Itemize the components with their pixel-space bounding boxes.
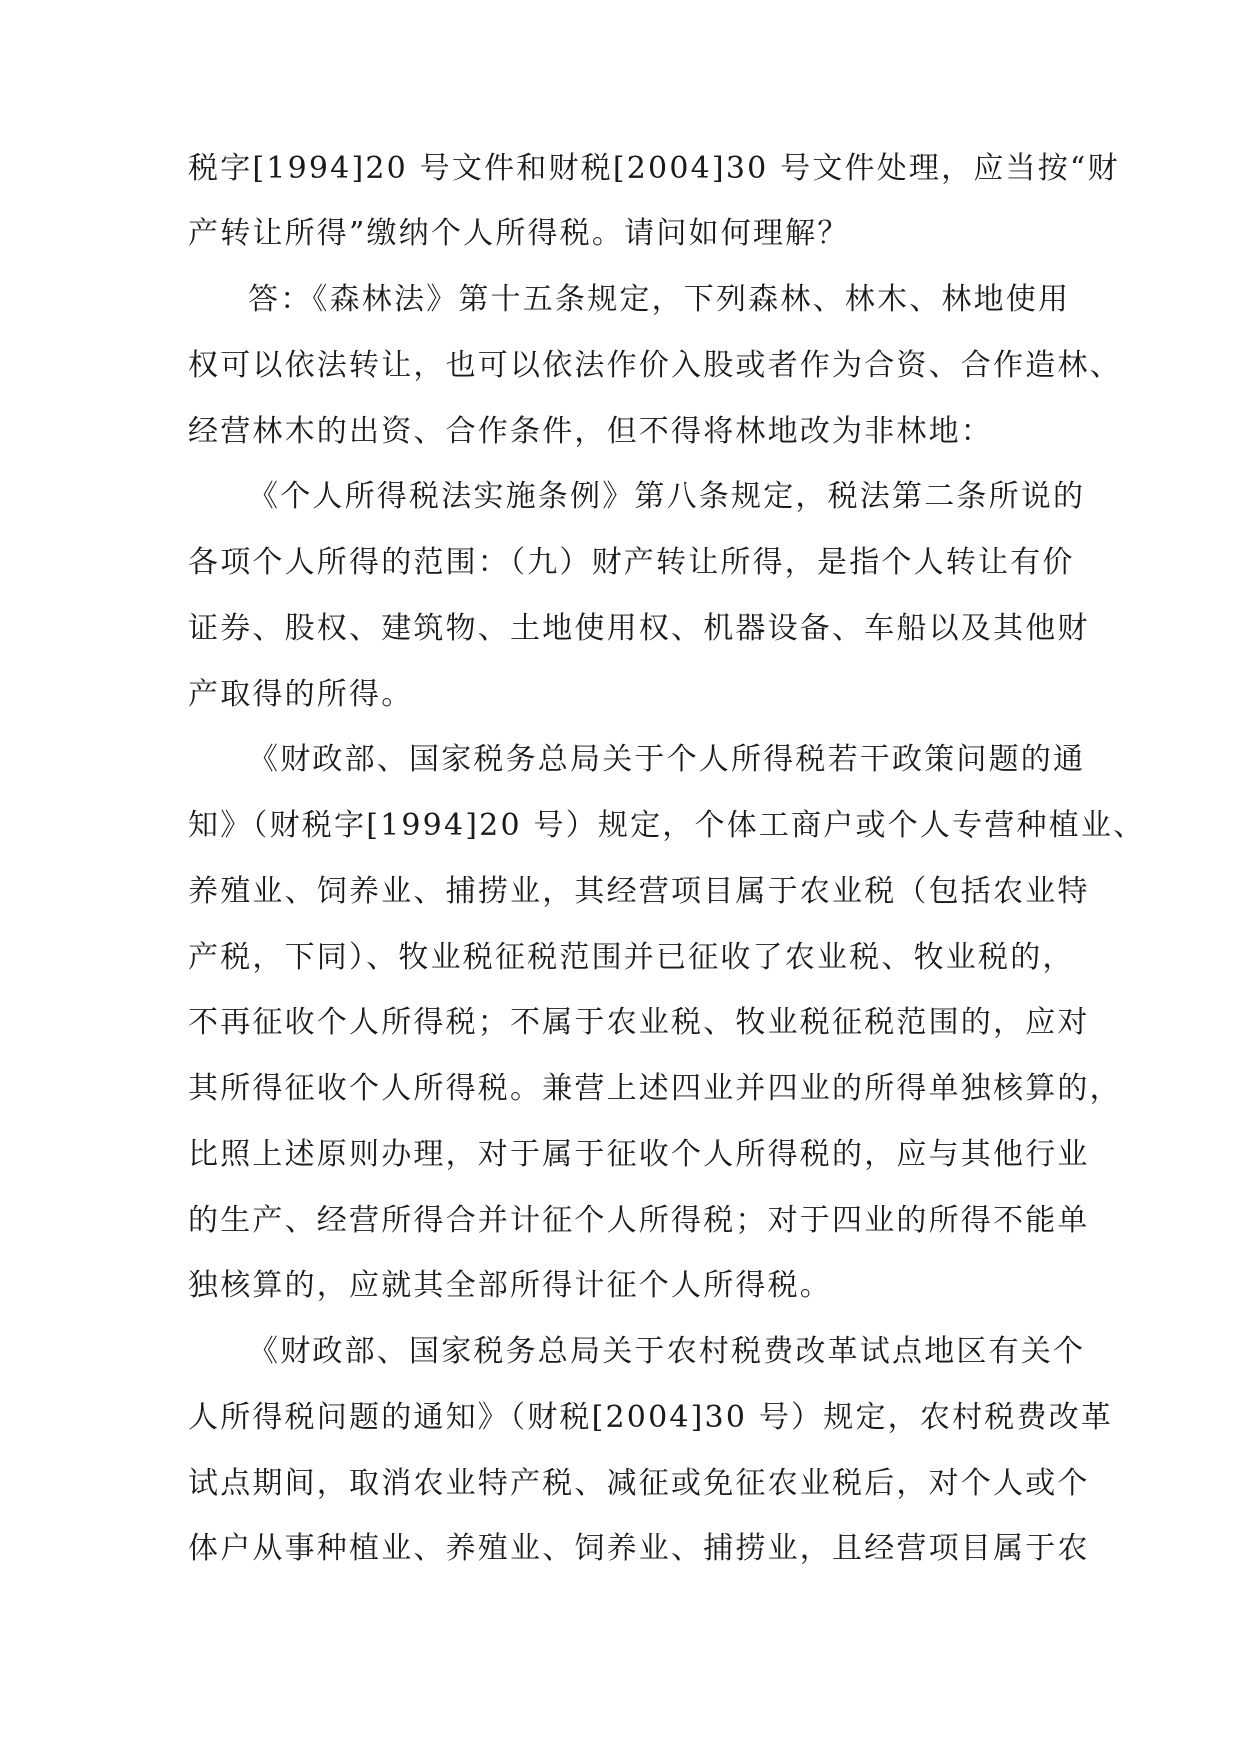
text-line: 养殖业、饲养业、捕捞业，其经营项目属于农业税（包括农业特 [188, 874, 1090, 909]
text-line: 《财政部、国家税务总局关于个人所得税若干政策问题的通 [248, 742, 1086, 777]
text-line: 试点期间，取消农业特产税、减征或免征农业税后，对个人或个 [188, 1466, 1090, 1501]
text-line: 知》（财税字[1994]20 号）规定，个体工商户或个人专营种植业、 [188, 808, 1146, 843]
text-line: 证券、股权、建筑物、土地使用权、机器设备、车船以及其他财 [188, 611, 1090, 646]
text-line: 产转让所得”缴纳个人所得税。请问如何理解？ [188, 216, 850, 251]
text-line: 产取得的所得。 [188, 677, 414, 712]
text-line: 税字[1994]20 号文件和财税[2004]30 号文件处理，应当按“财 [188, 151, 1120, 186]
text-line: 的生产、经营所得合并计征个人所得税；对于四业的所得不能单 [188, 1203, 1090, 1238]
text-line: 不再征收个人所得税；不属于农业税、牧业税征税范围的，应对 [188, 1005, 1090, 1040]
text-line: 答：《森林法》第十五条规定，下列森林、林木、林地使用 [248, 282, 1071, 317]
text-line: 各项个人所得的范围：（九）财产转让所得，是指个人转让有价 [188, 545, 1075, 580]
text-line: 《财政部、国家税务总局关于农村税费改革试点地区有关个 [248, 1334, 1086, 1369]
text-line: 产税，下同）、牧业税征税范围并已征收了农业税、牧业税的， [188, 940, 1075, 975]
text-line: 人所得税问题的通知》（财税[2004]30 号）规定，农村税费改革 [188, 1400, 1114, 1435]
text-line: 权可以依法转让，也可以依法作价入股或者作为合资、合作造林、 [188, 348, 1122, 383]
text-line: 体户从事种植业、养殖业、饲养业、捕捞业，且经营项目属于农 [188, 1531, 1090, 1566]
text-line: 比照上述原则办理，对于属于征收个人所得税的，应与其他行业 [188, 1137, 1090, 1172]
text-line: 经营林木的出资、合作条件，但不得将林地改为非林地： [188, 414, 993, 449]
text-line: 其所得征收个人所得税。兼营上述四业并四业的所得单独核算的， [188, 1071, 1122, 1106]
text-line: 独核算的，应就其全部所得计征个人所得税。 [188, 1268, 832, 1303]
text-line: 《个人所得税法实施条例》第八条规定，税法第二条所说的 [248, 479, 1086, 514]
